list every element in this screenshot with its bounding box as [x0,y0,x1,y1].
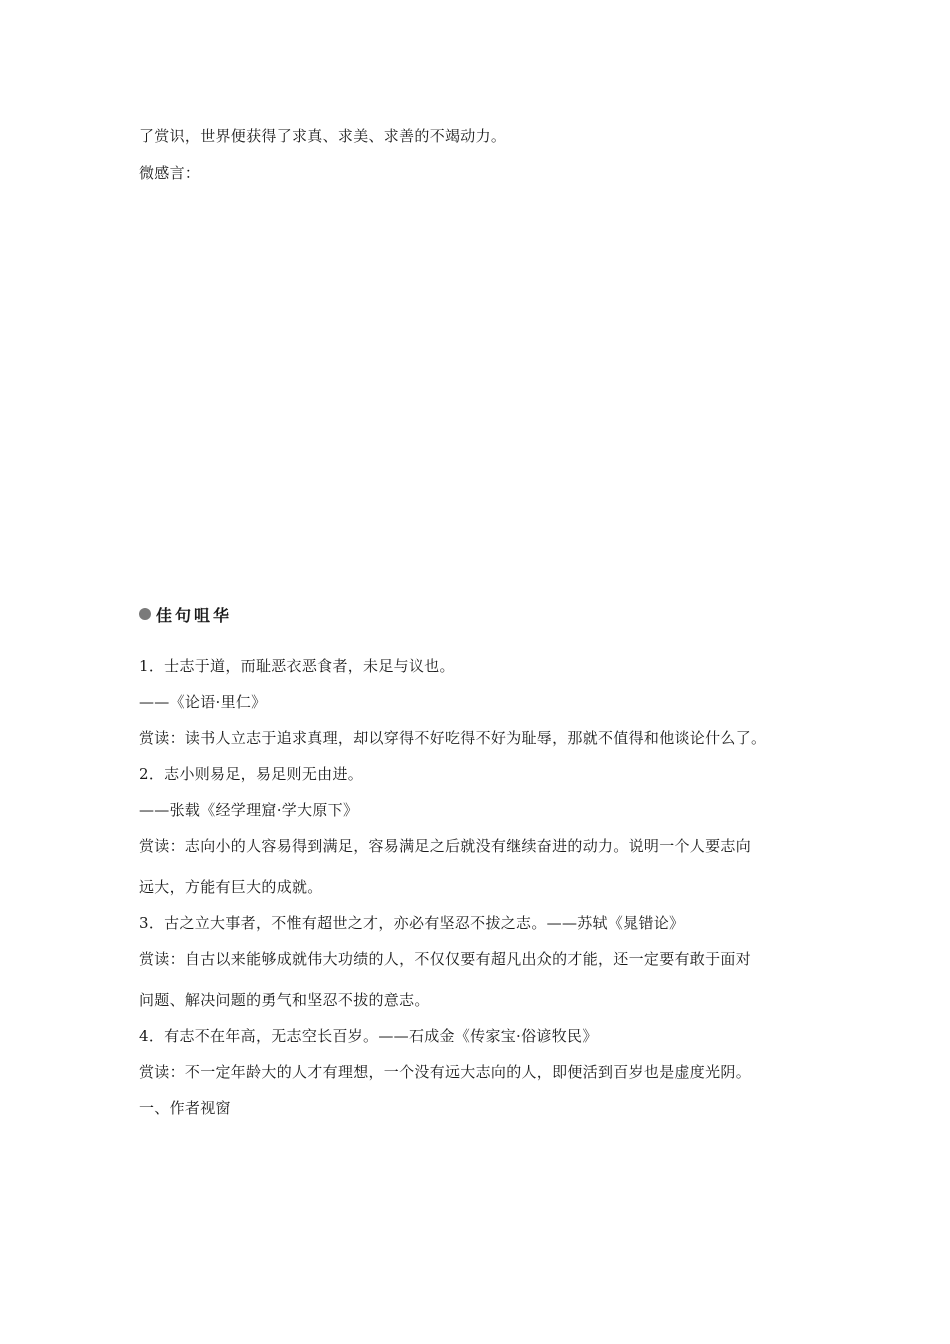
quote-4-comment: 赏读：不一定年龄大的人才有理想，一个没有远大志向的人，即便活到百岁也是虚度光阴。 [139,1063,752,1081]
section-title: 佳句咀华 [156,605,233,625]
quote-1-text: 1．士志于道，而耻恶衣恶食者，未足与议也。 [139,657,455,675]
quote-3-comment-b: 问题、解决问题的勇气和坚忍不拔的意志。 [139,991,430,1009]
quote-1-source: ——《论语·里仁》 [139,693,267,711]
quote-2-comment-a: 赏读：志向小的人容易得到满足，容易满足之后就没有继续奋进的动力。说明一个人要志向 [139,837,752,855]
quote-3-text: 3．古之立大事者，不惟有超世之才，亦必有坚忍不拔之志。——苏轼《晁错论》 [139,914,685,932]
next-section-heading: 一、作者视窗 [139,1099,231,1117]
intro-line-2: 微感言： [139,164,201,182]
quote-3-comment-a: 赏读：自古以来能够成就伟大功绩的人，不仅仅要有超凡出众的才能，还一定要有敢于面对 [139,950,752,968]
intro-line-1: 了赏识，世界便获得了求真、求美、求善的不竭动力。 [139,127,507,145]
section-heading [139,604,232,624]
quote-2-source: ——张载《经学理窟·学大原下》 [139,801,359,819]
quote-4-text: 4．有志不在年高，无志空长百岁。——石成金《传家宝·俗谚牧民》 [139,1027,598,1045]
quote-2-comment-b: 远大，方能有巨大的成就。 [139,878,323,896]
bullet-icon [139,608,151,620]
quote-1-comment: 赏读：读书人立志于追求真理，却以穿得不好吃得不好为耻辱，那就不值得和他谈论什么了。 [139,729,767,747]
quote-2-text: 2．志小则易足，易足则无由进。 [139,765,364,783]
